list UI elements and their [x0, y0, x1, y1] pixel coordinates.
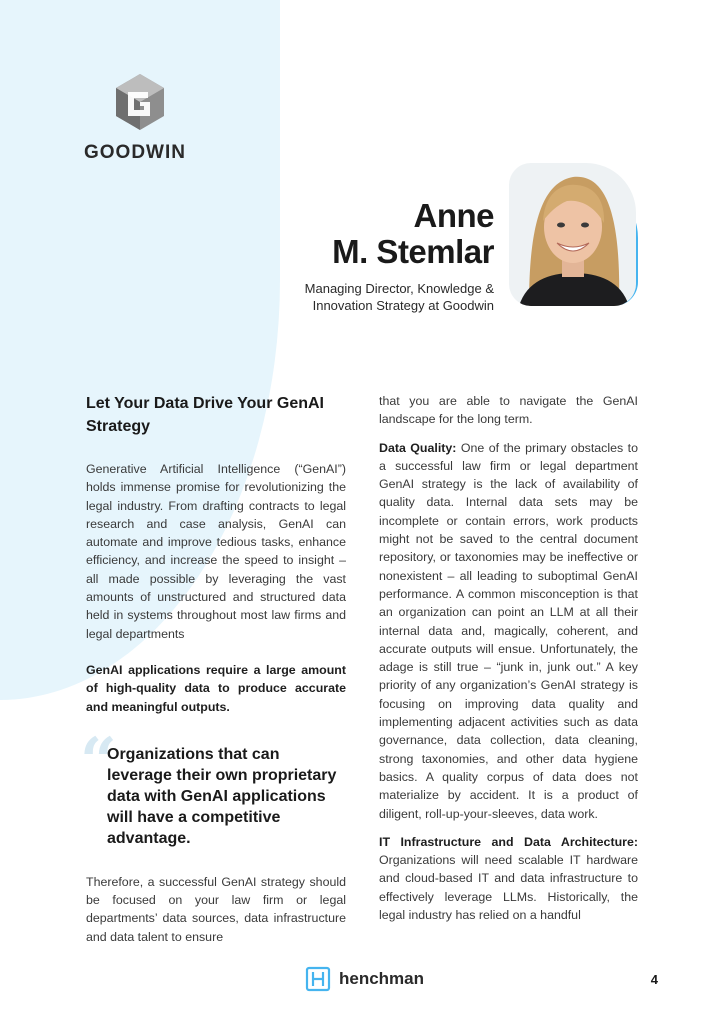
right-column — [379, 392, 638, 934]
pull-quote — [80, 723, 346, 849]
page-number: 4 — [650, 972, 658, 987]
conclusion-paragraph: Therefore, a successful GenAI strategy should be focused on your law firm or legal departments’ data sources, data infrastructure and data talent to ensure — [86, 874, 346, 944]
intro-paragraph: Generative Artificial Intelligence (“GenAI”) holds immense promise for revolutionizing the legal industry. From drafting contracts to legal research and case analysis, GenAI can automate and improve tedious tasks, enhance efficiency, and increase the speed to insight – all made possible by leveraging the vast amounts of unstructured and structured data held in systems throughout most law firms and legal departments — [86, 462, 346, 641]
it-infrastructure-label: IT Infrastructure and Data Architecture: — [379, 834, 638, 849]
goodwin-g-icon — [112, 72, 168, 132]
goodwin-logo — [84, 72, 200, 164]
goodwin-wordmark: GOODWIN — [84, 142, 186, 163]
author-block — [305, 198, 494, 314]
left-column — [80, 392, 346, 946]
data-quality-paragraph — [379, 439, 638, 823]
data-quality-text: One of the primary obstacles to a successful law firm or legal department GenAI strategy is the lack of availability of quality data. Internal data sets may be incomplete or contain errors, work products might not be saved to the central document repository, or taxonomies may be ineffective or nonexistent – all leading to suboptimal GenAI performance. A common misconception is that an organization can point an LLM at all their internal data and, magically, coherent, and accurate outputs will ensue. Unfortunately, the adage is still true – “junk in, junk out.” A key priority of any organization’s GenAI strategy is focusing on improving data quality and implementing adjacent activities such as data governance, data collection, data cleaning, strong taxonomies, and other data hygiene basics. A quality corpus of data does not materialize by accident. It is a product of diligent, roll-up-your-sleeves, data work. — [379, 440, 638, 821]
author-portrait — [509, 163, 636, 306]
author-last-name: M. Stemlar — [332, 233, 494, 270]
pull-quote-text: Organizations that can leverage their own proprietary data with GenAI applications will have a competitive advantage. — [107, 745, 337, 847]
author-role-line-1: Managing Director, Knowledge & — [304, 281, 494, 296]
footer-brand — [305, 966, 424, 992]
it-infrastructure-text: Organizations will need scalable IT hardware and cloud-based IT and data infrastructure to effectively leverage LLMs. Historically, the legal industry has relied on a handful — [379, 853, 638, 923]
henchman-wordmark: henchman — [339, 969, 425, 988]
quote-mark-icon: “ — [80, 723, 117, 799]
it-infrastructure-paragraph — [379, 833, 638, 924]
continuation-paragraph: that you are able to navigate the GenAI landscape for the long term. — [379, 394, 638, 427]
key-point-paragraph: GenAI applications require a large amount of high-quality data to produce accurate and meaningful outputs. — [86, 662, 346, 714]
henchman-logo-icon — [305, 966, 331, 992]
section-heading: Let Your Data Drive Your GenAI Strategy — [86, 395, 324, 435]
data-quality-label: Data Quality: — [379, 440, 457, 455]
author-first-name: Anne — [413, 197, 494, 234]
author-role-line-2: Innovation Strategy at Goodwin — [312, 298, 494, 313]
